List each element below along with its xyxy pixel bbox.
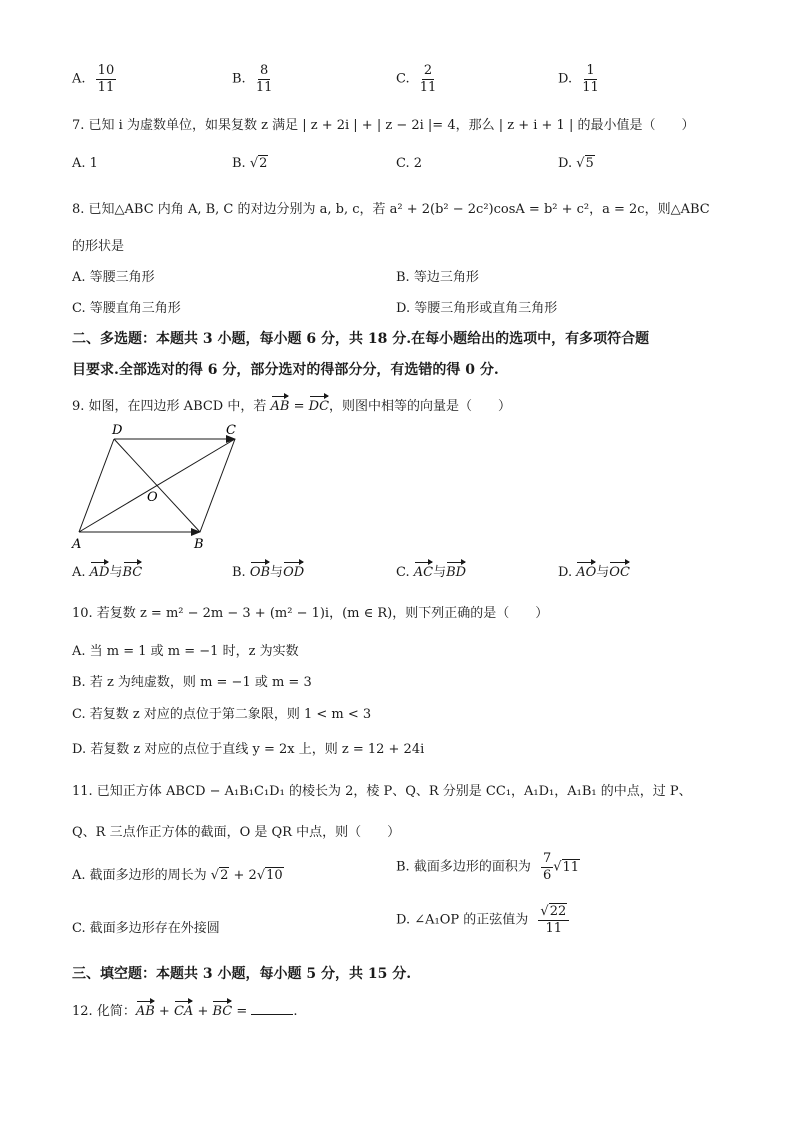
conjunction: 与 bbox=[109, 565, 123, 580]
q11-stem-line2: Q、R 三点作正方体的截面，O 是 QR 中点，则（ ） bbox=[72, 825, 401, 840]
q8-option-d: D. 等腰三角形或直角三角形 bbox=[396, 301, 558, 316]
q11-option-c: C. 截面多边形存在外接圆 bbox=[72, 921, 220, 936]
vertex-label-a: A bbox=[72, 537, 82, 552]
option-text: D. ∠A₁OP 的正弦值为 bbox=[396, 912, 533, 928]
fraction bbox=[420, 64, 437, 94]
q11-option-b: B. 截面多边形的面积为 $\frac{7}{6}$ √11 bbox=[396, 851, 580, 883]
period: . bbox=[293, 1004, 298, 1019]
option-label: B. bbox=[232, 156, 246, 171]
q9-option-c bbox=[396, 561, 466, 580]
parallelogram-figure bbox=[66, 420, 256, 555]
option-label: D. bbox=[558, 565, 573, 580]
question-number: 12. bbox=[72, 1004, 93, 1019]
numerator: √22 bbox=[538, 905, 569, 921]
question-number: 9. bbox=[72, 399, 85, 414]
denominator: 11 bbox=[582, 79, 599, 95]
q10-option-b: B. 若 z 为纯虚数，则 m = −1 或 m = 3 bbox=[72, 675, 312, 690]
option-label: C. bbox=[396, 565, 410, 580]
q6-option-c bbox=[396, 64, 436, 94]
q9-option-a bbox=[72, 561, 142, 580]
radicand: 22 bbox=[549, 904, 567, 919]
q12-stem bbox=[72, 1000, 298, 1019]
option-label: D. bbox=[558, 156, 573, 171]
vertex-label-d: D bbox=[112, 423, 123, 438]
vector: AD bbox=[90, 561, 110, 580]
q6-option-a bbox=[72, 64, 116, 94]
radicand: 2 bbox=[259, 156, 268, 171]
numerator: 1 bbox=[586, 63, 595, 78]
denominator: 11 bbox=[255, 79, 273, 95]
question-text-tail: ，则图中相等的向量是（ ） bbox=[329, 399, 512, 414]
q8-option-b: B. 等边三角形 bbox=[396, 270, 479, 285]
q6-option-b bbox=[232, 64, 272, 94]
q11-option-d bbox=[396, 905, 569, 935]
q7-option-b: B. √2 bbox=[232, 156, 268, 171]
vector-bc: BC bbox=[212, 1000, 232, 1019]
question-text: 已知 i 为虚数单位，如果复数 z 满足 | z + 2i | + | z − 2i |= 4，那么 | z + i + 1 | 的最小值是（ ） bbox=[88, 118, 695, 133]
vector-ab: AB bbox=[271, 395, 290, 414]
numerator: 10 bbox=[97, 63, 115, 78]
answer-blank[interactable] bbox=[251, 1002, 293, 1015]
q9-option-d bbox=[558, 561, 630, 580]
q8-option-a: A. 等腰三角形 bbox=[72, 270, 155, 285]
q7-option-d: D. √5 bbox=[558, 156, 594, 171]
diagonal-db bbox=[114, 439, 200, 532]
vector-ab: AB bbox=[136, 1000, 155, 1019]
option-label: A. bbox=[72, 71, 86, 87]
fraction bbox=[256, 64, 273, 94]
option-label: A. bbox=[72, 565, 86, 580]
conjunction: 与 bbox=[433, 565, 447, 580]
q7-option-c: C. 2 bbox=[396, 156, 423, 171]
denominator: 11 bbox=[97, 79, 115, 95]
vector: OC bbox=[609, 561, 630, 580]
vector-dc: DC bbox=[309, 395, 329, 414]
center-label-o: O bbox=[147, 490, 158, 505]
option-label: D. bbox=[558, 71, 573, 87]
conjunction: 与 bbox=[270, 565, 284, 580]
option-label: B. bbox=[232, 565, 246, 580]
option-label: C. bbox=[396, 71, 410, 87]
vector: OD bbox=[283, 561, 304, 580]
denominator: 11 bbox=[545, 920, 563, 936]
radicand: 11 bbox=[562, 859, 580, 875]
section-2-heading-line1: 二、多选题：本题共 3 小题，每小题 6 分，共 18 分.在每小题给出的选项中，有多项符合题 bbox=[72, 331, 650, 347]
q8-option-c: C. 等腰直角三角形 bbox=[72, 301, 181, 316]
denominator: 6 bbox=[542, 867, 552, 883]
equals-sign: = bbox=[289, 399, 309, 414]
option-label: B. bbox=[232, 71, 246, 87]
q10-option-c: C. 若复数 z 对应的点位于第二象限，则 1 < m < 3 bbox=[72, 707, 372, 722]
q10-option-d: D. 若复数 z 对应的点位于直线 y = 2x 上，则 z = 12 + 24i bbox=[72, 742, 425, 757]
fraction bbox=[96, 64, 117, 94]
vector: BD bbox=[446, 561, 466, 580]
edge-ad bbox=[79, 439, 114, 532]
numerator: 8 bbox=[259, 63, 269, 78]
fraction bbox=[582, 64, 599, 94]
question-number: 7. bbox=[72, 118, 85, 133]
plus-sign: + bbox=[154, 1004, 174, 1019]
q10-option-a: A. 当 m = 1 或 m = −1 时，z 为实数 bbox=[72, 644, 299, 659]
vertex-label-c: C bbox=[226, 423, 236, 438]
q9-option-b bbox=[232, 561, 304, 580]
q6-option-d bbox=[558, 64, 599, 94]
q8-stem-line1 bbox=[72, 198, 710, 217]
option-text: + 2 bbox=[229, 868, 257, 883]
fraction bbox=[538, 905, 569, 935]
q8-stem-line2: 的形状是 bbox=[72, 239, 125, 254]
question-text: 化简： bbox=[96, 1004, 136, 1019]
q11-option-a: A. 截面多边形的周长为 √2 + 2√10 bbox=[72, 868, 283, 883]
question-number: 8. bbox=[72, 202, 85, 217]
question-text: 如图，在四边形 ABCD 中，若 bbox=[88, 399, 267, 414]
equals-sign: = bbox=[232, 1004, 252, 1019]
vector: AC bbox=[414, 561, 433, 580]
option-text: B. 截面多边形的面积为 bbox=[396, 859, 535, 875]
radicand: 5 bbox=[585, 156, 594, 171]
question-text: 已知△ABC 内角 A, B, C 的对边分别为 a, b, c，若 a² + 2(b² − 2c²)cosA = b² + c²，a = 2c，则△ABC bbox=[88, 202, 710, 217]
denominator: 11 bbox=[419, 79, 437, 95]
radicand: 10 bbox=[266, 868, 283, 883]
section-3-heading: 三、填空题：本题共 3 小题，每小题 5 分，共 15 分. bbox=[72, 966, 412, 982]
fraction bbox=[541, 852, 553, 882]
q11-stem-line1: 11. 已知正方体 ABCD − A₁B₁C₁D₁ 的棱长为 2，棱 P、Q、R 分别是 CC₁，A₁D₁，A₁B₁ 的中点，过 P、 bbox=[72, 784, 692, 799]
vector-ca: CA bbox=[174, 1000, 193, 1019]
q10-stem: 10. 若复数 z = m² − 2m − 3 + (m² − 1)i，(m ∈ R)，则下列正确的是（ ） bbox=[72, 606, 549, 621]
q9-stem bbox=[72, 395, 511, 414]
option-text: A. 截面多边形的周长为 bbox=[72, 868, 211, 883]
section-2-heading-line2: 目要求.全部选对的得 6 分，部分选对的得部分分，有选错的得 0 分. bbox=[72, 362, 499, 378]
vector: OB bbox=[250, 561, 270, 580]
vertex-label-b: B bbox=[194, 537, 204, 552]
vector: BC bbox=[123, 561, 143, 580]
vector: AO bbox=[576, 561, 596, 580]
radicand: 2 bbox=[220, 868, 229, 883]
q7-option-a: A. 1 bbox=[72, 156, 98, 171]
conjunction: 与 bbox=[596, 565, 610, 580]
numerator: 7 bbox=[542, 851, 552, 866]
edge-bc bbox=[200, 439, 235, 532]
q7-stem bbox=[72, 114, 694, 133]
plus-sign: + bbox=[193, 1004, 213, 1019]
numerator: 2 bbox=[423, 63, 433, 78]
